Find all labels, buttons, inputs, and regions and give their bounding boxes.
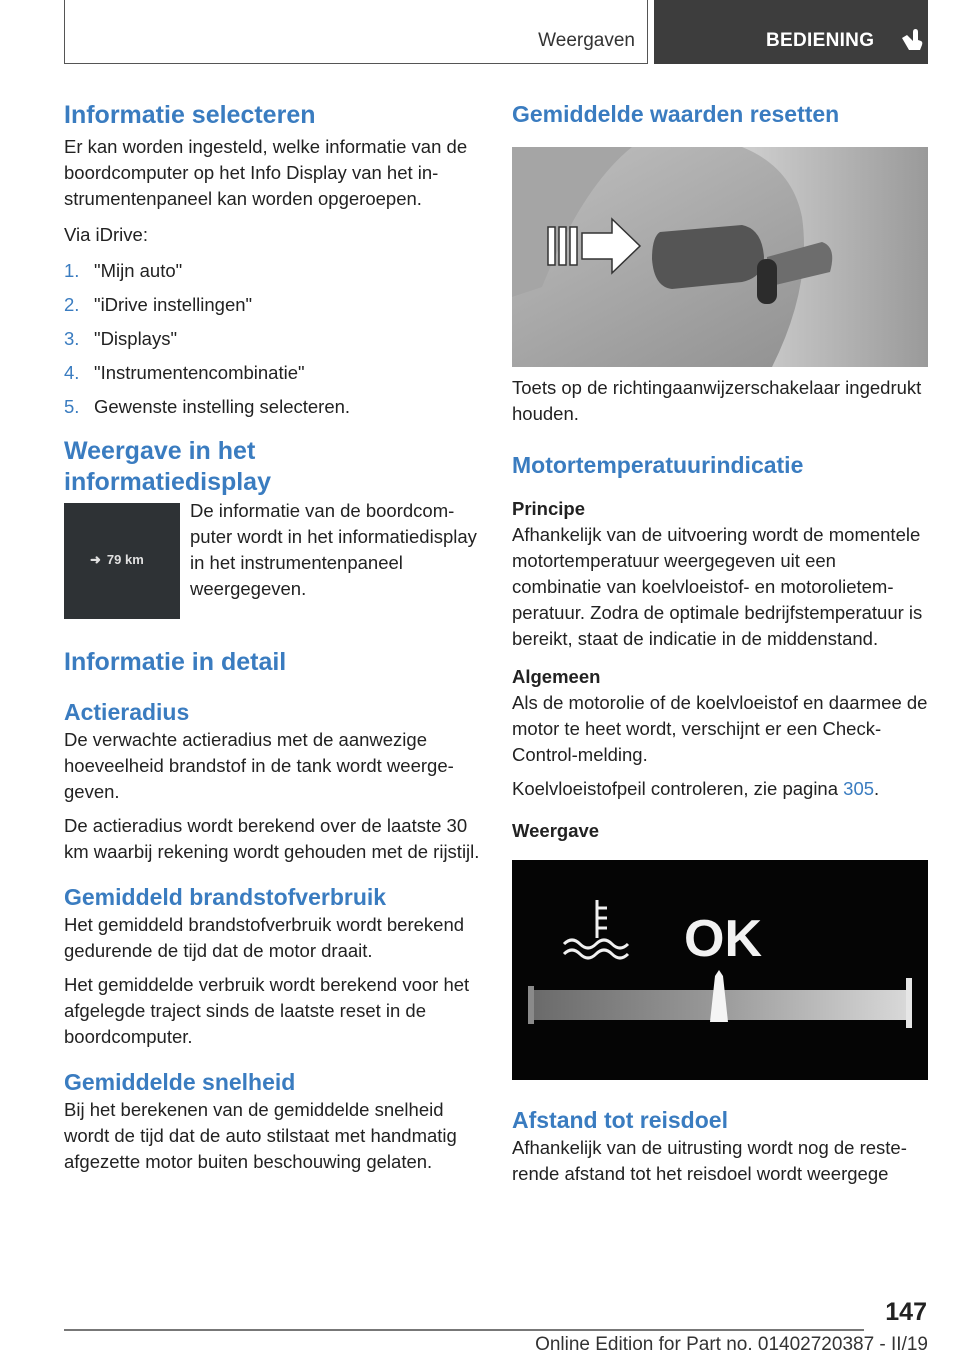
- step-number: 1.: [64, 260, 80, 281]
- subheading-algemeen: Algemeen: [512, 666, 601, 687]
- heading-informatie-selecteren: Informatie selecteren: [64, 101, 316, 129]
- page-number: 147: [885, 1298, 927, 1326]
- paragraph: De verwachte actieradius met de aanwezige hoeveelheid brandstof in de tank wordt weergegeven.: [64, 729, 454, 802]
- header-section-title: Weergaven: [538, 30, 635, 51]
- gauge-bar-left-cap: [528, 986, 534, 1024]
- heading-motortemperatuurindicatie: Motortemperatuurindicatie: [512, 452, 804, 478]
- paragraph: De actieradius wordt berekend over de laatste 30 km waarbij rekening wordt gehouden met de rijstijl.: [64, 815, 480, 862]
- footer-edition: Online Edition for Part no. 01402720387 - II/19: [535, 1334, 928, 1355]
- heading-gemiddeld-brandstofverbruik: Gemiddeld brandstofverbruik: [64, 884, 387, 910]
- heading-afstand-tot-reisdoel: Afstand tot reisdoel: [512, 1107, 728, 1133]
- step-number: 4.: [64, 362, 80, 383]
- heading-line: informatiedisplay: [64, 468, 271, 496]
- left-column: [64, 100, 480, 1175]
- step-text: "Displays": [94, 328, 178, 349]
- paragraph: Bij het berekenen van de gemiddelde snelheid wordt de tijd dat de auto stilstaat met handmatig afgezette motor buiten beschouwing gelaten.: [64, 1099, 457, 1172]
- info-display-image: [64, 503, 180, 619]
- paragraph: [512, 776, 928, 802]
- heading-line: Weergave in het: [64, 437, 256, 465]
- step-number: 2.: [64, 294, 80, 315]
- range-arrow-icon: ➜: [90, 552, 101, 567]
- range-value: 79 km: [106, 552, 144, 567]
- step-text: "Mijn auto": [94, 260, 183, 281]
- paragraph: Het gemiddelde verbruik wordt berekend voor het afgelegde traject sinds de laatste reset in de boordcomputer.: [64, 974, 470, 1047]
- step-number: 5.: [64, 396, 80, 417]
- hand-pointer-icon: [899, 26, 925, 52]
- subheading-weergave: Weergave: [512, 820, 600, 841]
- paragraph: Als de motorolie of de koelvloeistof en daarmee de motor te heet wordt, verschijnt er een Check-Control-melding.: [512, 692, 928, 765]
- step-text: Gewenste instelling selecteren.: [94, 396, 351, 417]
- paragraph-text: .: [874, 778, 880, 799]
- list-item: [64, 326, 480, 352]
- heading-actieradius: Actieradius: [64, 699, 190, 725]
- heading-informatie-in-detail: Informatie in detail: [64, 648, 287, 676]
- paragraph-text: Koelvloeistofpeil controleren, zie pagina: [512, 778, 844, 799]
- steps-list: [64, 258, 480, 420]
- header-chapter-box: [654, 0, 928, 64]
- step-text: "iDrive instellingen": [94, 294, 253, 315]
- paragraph: Via iDrive:: [64, 224, 148, 245]
- subheading-principe: Principe: [512, 498, 585, 519]
- step-number: 3.: [64, 328, 80, 349]
- paragraph: De informatie van de boordcomputer wordt in het informatiedisplay in het instrumentenpaneel weergegeven.: [190, 500, 477, 599]
- list-item: [64, 394, 480, 420]
- paragraph: Er kan worden ingesteld, welke informatie van de boordcomputer op het Info Display van het instrumentenpaneel kan worden opgeroepen.: [64, 136, 468, 209]
- gauge-ok-label: OK: [684, 910, 762, 968]
- coolant-temperature-gauge-image: [512, 860, 928, 1080]
- gauge-bar-right-cap: [906, 978, 912, 1028]
- heading-gemiddelde-snelheid: Gemiddelde snelheid: [64, 1069, 296, 1095]
- step-text: "Instrumentencombinatie": [94, 362, 305, 383]
- list-item: [64, 258, 480, 284]
- right-column: [512, 100, 928, 1187]
- page-link-305[interactable]: 305: [843, 778, 875, 799]
- paragraph: Afhankelijk van de uitrusting wordt nog de resterende afstand tot het reisdoel wordt weergege: [512, 1137, 907, 1184]
- paragraph: Toets op de richtingaanwijzerschakelaar ingedrukt houden.: [512, 377, 922, 424]
- footer-divider: [64, 1329, 864, 1331]
- paragraph: Afhankelijk van de uitvoering wordt de momentele motortemperatuur weergegeven uit een combinatie van koelvloeistof- en motorolietemperatuur. Zodra de optimale bedrijfstemperatuur is bereikt, staat de indicatie in de middenstand.: [512, 524, 923, 649]
- list-item: [64, 292, 480, 318]
- header-section-box: [64, 0, 648, 64]
- header-chapter-title: BEDIENING: [766, 30, 875, 51]
- heading-gemiddelde-waarden-resetten: Gemiddelde waarden resetten: [512, 101, 840, 127]
- turn-signal-lever-image: [512, 147, 928, 367]
- heading-weergave-informatiedisplay: [64, 436, 480, 498]
- paragraph: Het gemiddeld brandstofverbruik wordt berekend gedurende de tijd dat de motor draait.: [64, 914, 465, 961]
- list-item: [64, 360, 480, 386]
